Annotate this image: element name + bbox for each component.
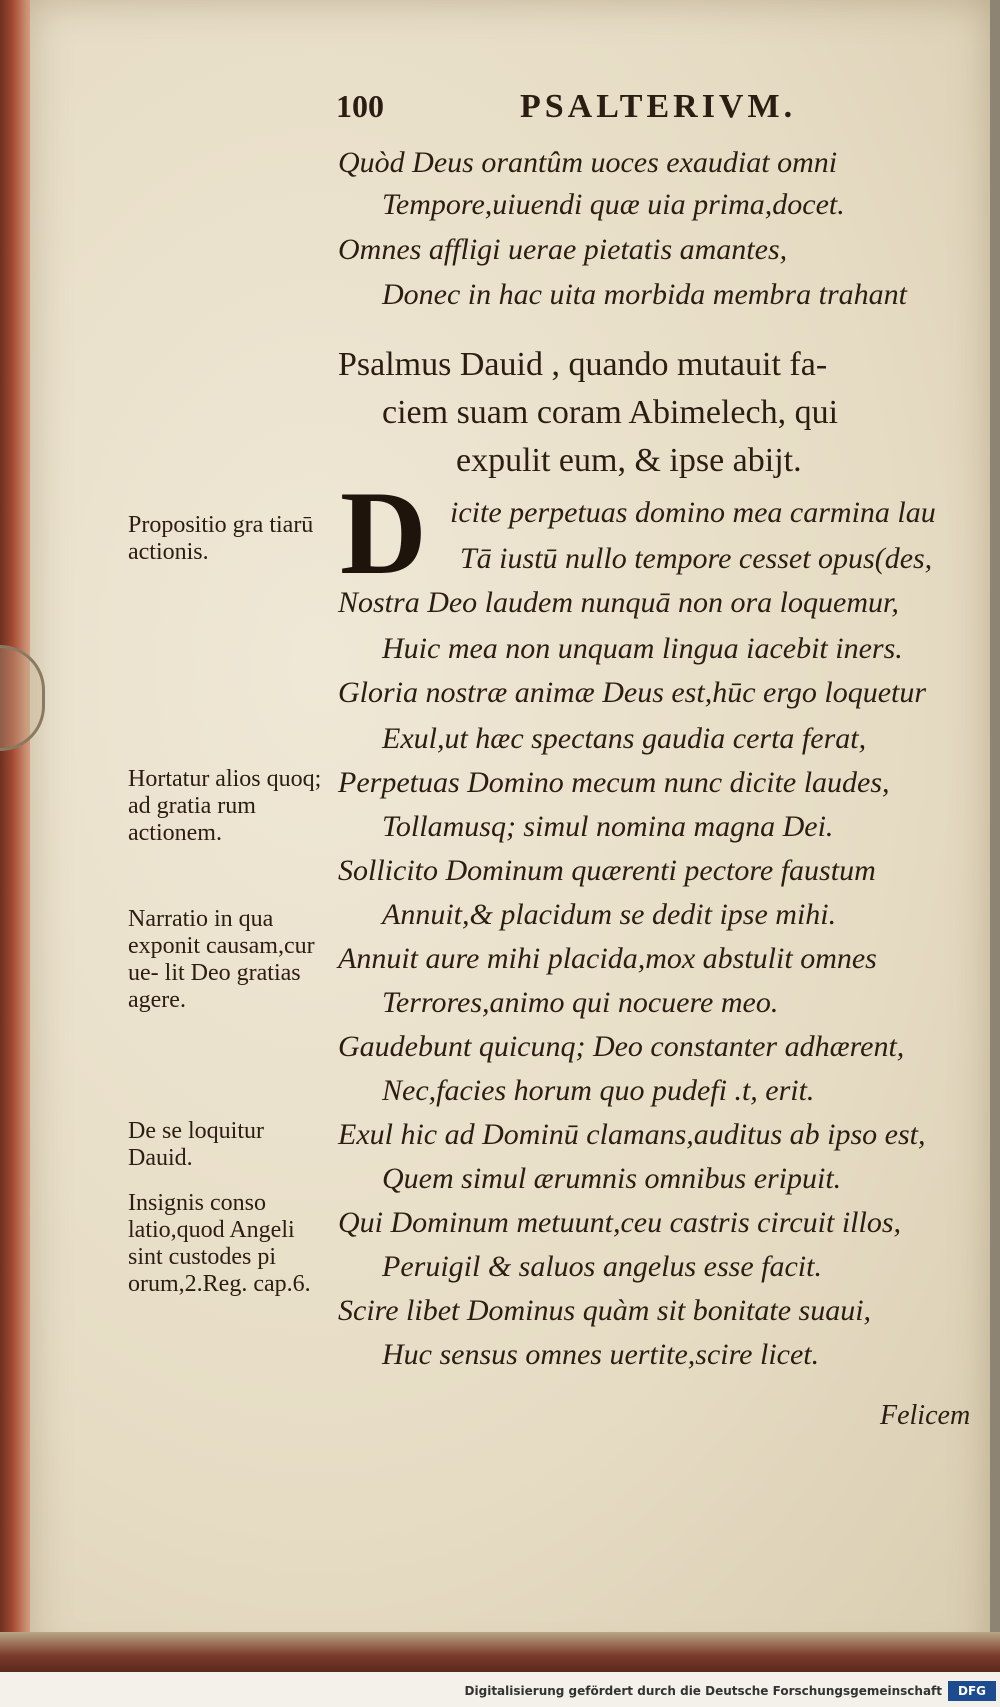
psalm-title-line: Psalmus Dauid , quando mutauit fa-: [338, 346, 828, 383]
running-title: PSALTERIVM.: [520, 88, 797, 125]
verse-line: Terrores,animo qui nocuere meo.: [382, 986, 779, 1019]
verse-line: Tā iustū nullo tempore cesset opus(des,: [460, 542, 933, 575]
verse-line: Tollamusq; simul nomina magna Dei.: [382, 810, 834, 843]
dfg-logo: DFG: [948, 1681, 996, 1701]
verse-line: Annuit aure mihi placida,mox abstulit omnes: [338, 942, 877, 975]
drop-cap-initial: D: [340, 466, 427, 599]
verse-line: Annuit,& placidum se dedit ipse mihi.: [382, 898, 837, 931]
verse-line: Nostra Deo laudem nunquā non ora loquemur,: [338, 586, 899, 619]
psalm-title-line: ciem suam coram Abimelech, qui: [382, 394, 839, 431]
verse-line: Sollicito Dominum quærenti pectore faustum: [338, 854, 876, 887]
verse-line: Peruigil & saluos angelus esse facit.: [382, 1250, 822, 1283]
margin-note: Propositio gra tiarū actionis.: [128, 512, 314, 565]
verse-line: Qui Dominum metuunt,ceu castris circuit illos,: [338, 1206, 901, 1239]
psalm-title-line: expulit eum, & ipse abijt.: [456, 442, 802, 479]
verse-line: Quem simul ærumnis omnibus eripuit.: [382, 1162, 842, 1195]
verse-line: Gaudebunt quicunq; Deo constanter adhærent,: [338, 1030, 905, 1063]
verse-line: Perpetuas Domino mecum nunc dicite laudes,: [338, 766, 890, 799]
verse-line: Scire libet Dominus quàm sit bonitate suaui,: [338, 1294, 872, 1327]
verse-line: Donec in hac uita morbida membra trahant: [382, 278, 907, 311]
verse-line: Omnes affligi uerae pietatis amantes,: [338, 233, 788, 266]
page-number: 100: [336, 88, 384, 124]
verse-line: Nec,facies horum quo pudefi .t, erit.: [382, 1074, 815, 1107]
verse-line: Quòd Deus orantûm uoces exaudiat omni: [338, 146, 838, 179]
margin-note: Narratio in qua exponit causam,cur ue- lit Deo gratias agere.: [128, 906, 315, 1013]
verse-line: Huc sensus omnes uertite,scire licet.: [382, 1338, 820, 1371]
verse-line: Exul,ut hæc spectans gaudia certa ferat,: [382, 722, 867, 755]
margin-note: Insignis conso latio,quod Angeli sint custodes pi orum,2.Reg. cap.6.: [128, 1190, 311, 1297]
page-bottom-edge: [0, 1632, 1000, 1672]
verse-line: Exul hic ad Dominū clamans,auditus ab ipso est,: [338, 1118, 926, 1151]
margin-note: De se loquitur Dauid.: [128, 1118, 264, 1171]
verse-line: Gloria nostræ animæ Deus est,hūc ergo loquetur: [338, 676, 927, 709]
verse-line: Tempore,uiuendi quæ uia prima,docet.: [382, 188, 845, 221]
catchword: Felicem: [880, 1400, 971, 1431]
digitization-credit: Digitalisierung gefördert durch die Deutsche Forschungsgemeinschaft: [464, 1684, 942, 1698]
verse-line: Huic mea non unquam lingua iacebit iners.: [382, 632, 903, 665]
margin-note: Hortatur alios quoq; ad gratia rum actionem.: [128, 766, 322, 846]
verse-line: icite perpetuas domino mea carmina lau: [450, 496, 936, 529]
